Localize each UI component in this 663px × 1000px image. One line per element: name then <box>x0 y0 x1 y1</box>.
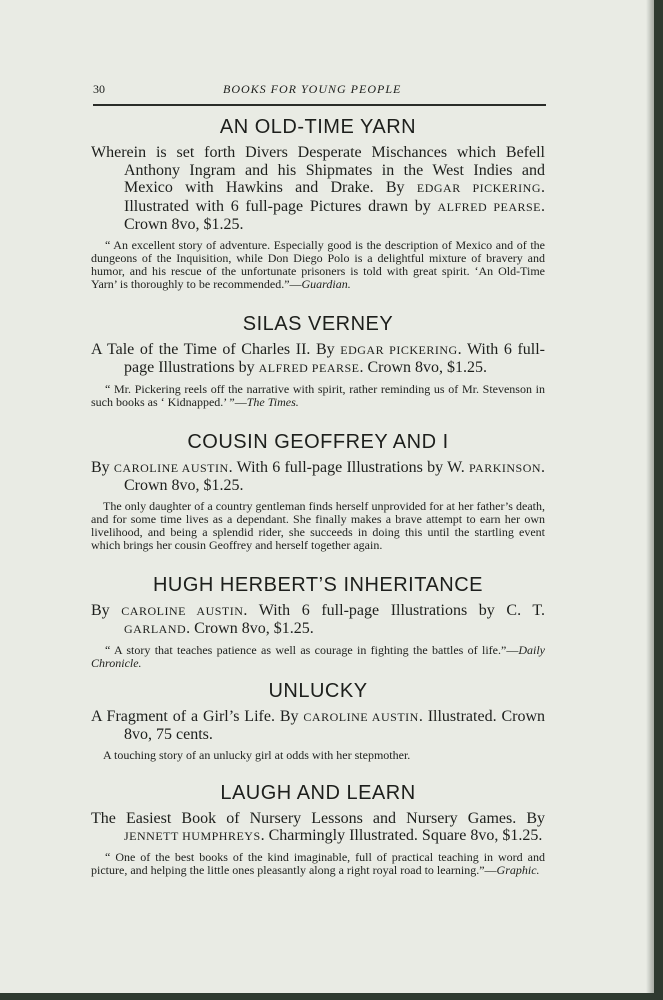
book-description: A Fragment of a Girl’s Life. By CAROLINE AUSTIN. Illustrated. Crown 8vo, 75 cents. <box>91 707 546 743</box>
book-summary: A touching story of an unlucky girl at odds with her stepmother. <box>103 747 411 762</box>
illustrator-name: ALFRED PEARSE <box>437 199 541 214</box>
header-rule <box>93 104 546 106</box>
book-description: A Tale of the Time of Charles II. By EDGAR PICKERING. With 6 full-page Illustrations by ALFRED PEARSE. Crown 8vo, $1.25. <box>91 340 546 376</box>
book-entry-hugh-herbert <box>91 572 545 670</box>
book-list <box>91 114 545 877</box>
book-title: COUSIN GEOFFREY AND I <box>187 430 449 453</box>
author-name: EDGAR PICKERING <box>416 181 541 195</box>
book-summary: The only daughter of a country gentleman finds herself unprovided for at her father’s death, and for some time lives as a dependant. She finally makes a brave attempt to earn her own livelihood, and being a splendid rider, she succeeds in doing this until the startling event which brings her cousin Geoffrey and herself together again. <box>91 498 545 552</box>
illustrator-name: PARKINSON <box>468 460 542 475</box>
book-title: LAUGH AND LEARN <box>220 781 416 804</box>
book-description: By CAROLINE AUSTIN. With 6 full-page Illustrations by W. PARKINSON. Crown 8vo, $1.25. <box>91 458 546 494</box>
book-title: AN OLD-TIME YARN <box>219 116 417 138</box>
book-review-quote: “ One of the best books of the kind imaginable, full of practical teaching in word and picture, and helping the little ones pleasantly along a right royal road to learning.”—Graphic. <box>91 849 545 877</box>
header-title: BOOKS FOR YOUNG PEOPLE <box>223 82 402 96</box>
book-entry-old-time-yarn <box>91 114 545 291</box>
page-number: 30 <box>93 82 105 96</box>
book-title: UNLUCKY <box>268 679 368 702</box>
book-review-quote: “ Mr. Pickering reels off the narrative with spirit, rather reminding us of Mr. Stevenson in such books as ‘ Kidnapped.’ ”—The Times. <box>91 381 545 409</box>
quote-source: Daily Chronicle. <box>91 642 545 670</box>
book-title: SILAS VERNEY <box>242 312 394 335</box>
author-name: CAROLINE AUSTIN <box>121 603 244 618</box>
book-review-quote: “ A story that teaches patience as well as courage in fighting the battles of life.”—Daily Chronicle. <box>91 642 545 670</box>
book-entry-cousin-geoffrey <box>91 429 545 552</box>
book-entry-unlucky <box>91 678 545 762</box>
running-head <box>93 82 546 100</box>
quote-source: Graphic. <box>496 862 540 877</box>
author-name: EDGAR PICKERING <box>340 342 458 357</box>
book-description: By CAROLINE AUSTIN. With 6 full-page Illustrations by C. T. GARLAND. Crown 8vo, $1.25. <box>91 601 546 637</box>
illustrator-name: GARLAND <box>124 622 187 636</box>
book-title: HUGH HERBERT’S INHERITANCE <box>152 573 484 596</box>
book-description: The Easiest Book of Nursery Lessons and Nursery Games. By JENNETT HUMPHREYS. Charmingly Illustrated. Square 8vo, $1.25. <box>91 809 545 844</box>
author-name: CAROLINE AUSTIN <box>303 709 419 724</box>
author-name: JENNETT HUMPHREYS <box>124 829 261 843</box>
quote-source: Guardian. <box>301 276 351 291</box>
book-entry-silas-verney <box>91 311 545 409</box>
book-entry-laugh-and-learn <box>91 780 545 877</box>
illustrator-name: ALFRED PEARSE <box>258 361 360 375</box>
book-description: Wherein is set forth Divers Desperate Mischances which Befell Anthony Ingram and his Shipmates in the West Indies and Mexico with Hawkins and Drake. By EDGAR PICKERING. Illustrated with 6 full-page Pictures drawn by ALFRED PEARSE. Crown 8vo, $1.25. <box>91 144 545 233</box>
quote-source: The Times. <box>246 394 299 409</box>
book-review-quote: “ An excellent story of adventure. Especially good is the description of Mexico and of the dungeons of the Inquisition, while Don Diego Polo is a delightful mixture of bravery and humor, and his rescue of the unfortunate prisoners is told with great spirit. ‘An Old-Time Yarn’ is thoroughly to be recommended.”—Guardian. <box>91 237 545 291</box>
author-name: CAROLINE AUSTIN <box>113 460 229 475</box>
